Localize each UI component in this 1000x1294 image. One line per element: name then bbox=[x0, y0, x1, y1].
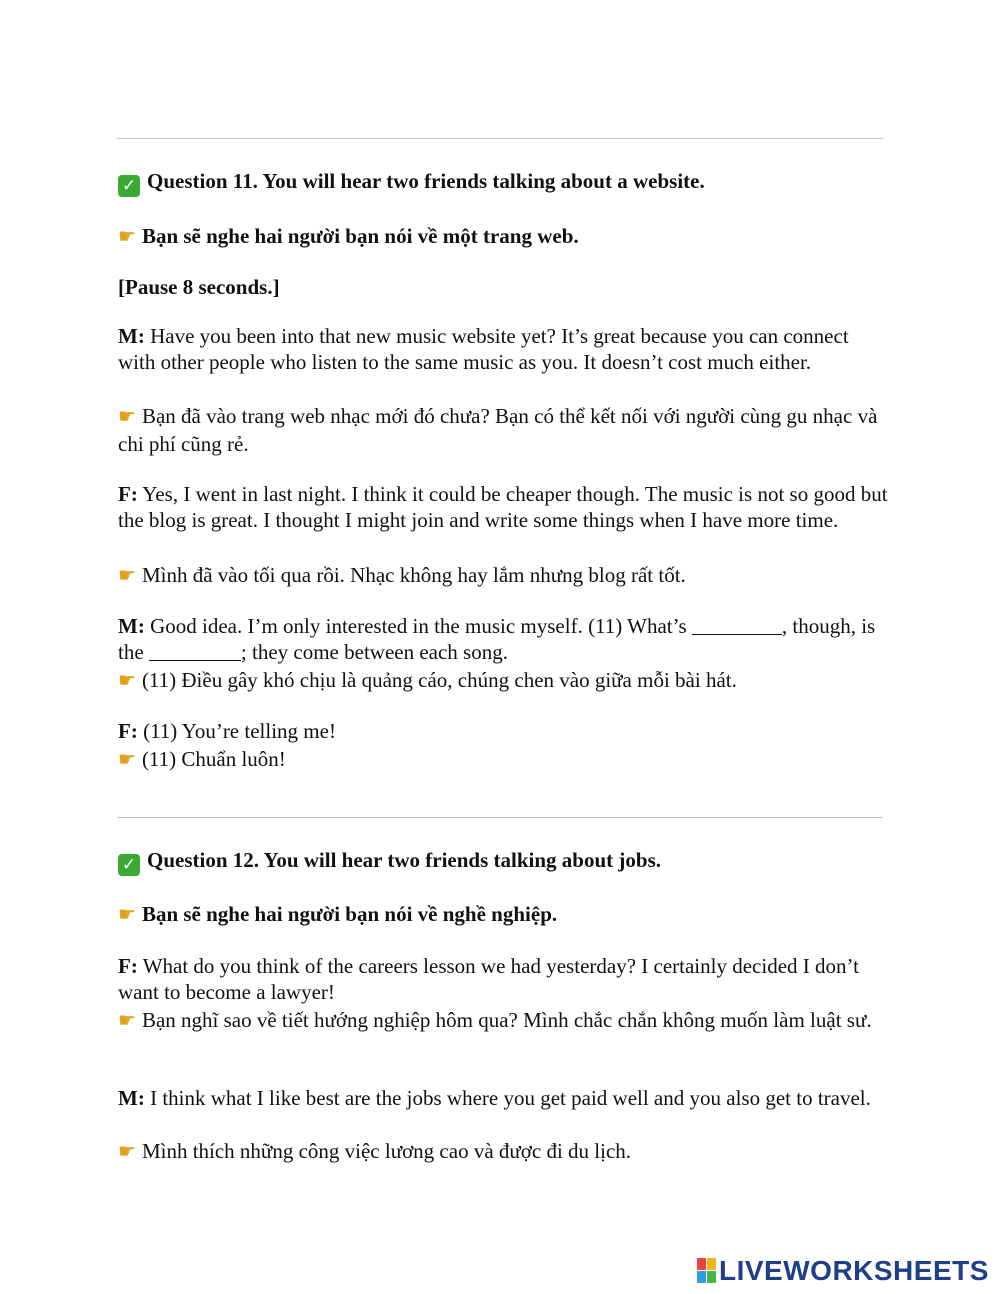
divider bbox=[117, 138, 883, 139]
dialogue-line bbox=[118, 1085, 888, 1111]
speaker-label: M: bbox=[118, 1086, 145, 1110]
pointing-hand-icon: ☛ bbox=[118, 563, 136, 587]
dialogue-line bbox=[118, 953, 888, 1005]
pointing-hand-icon: ☛ bbox=[118, 668, 136, 692]
dialogue-text: Have you been into that new music website yet? It’s great because you can connect with other people who listen to the same music as you. It doesn’t cost much either. bbox=[118, 324, 849, 374]
translation-line: ☛ (11) Chuẩn luôn! bbox=[118, 747, 286, 771]
dialogue-line bbox=[118, 323, 888, 375]
dialogue-line: M: Good idea. I’m only interested in the music myself. (11) What’s , though, is the ; they come between each song. bbox=[118, 614, 876, 664]
dialogue-text: What do you think of the careers lesson we had yesterday? I certainly decided I don’t want to become a lawyer! bbox=[118, 954, 859, 1004]
liveworksheets-logo-icon bbox=[697, 1258, 717, 1284]
speaker-label: F: bbox=[118, 719, 138, 743]
dialogue-line bbox=[118, 718, 888, 744]
question-11-subtitle: ☛ Bạn sẽ nghe hai người bạn nói về một trang web. bbox=[118, 224, 579, 248]
pointing-hand-icon: ☛ bbox=[118, 224, 136, 248]
speaker-label: M: bbox=[118, 324, 145, 348]
dialogue-text: I think what I like best are the jobs where you get paid well and you also get to travel. bbox=[144, 1086, 871, 1110]
translation-line: ☛ Bạn nghĩ sao về tiết hướng nghiệp hôm qua? Mình chắc chắn không muốn làm luật sư. bbox=[118, 1008, 872, 1032]
check-mark-icon: ✓ bbox=[118, 854, 140, 876]
pause-note: [Pause 8 seconds.] bbox=[118, 275, 280, 299]
pointing-hand-icon: ☛ bbox=[118, 902, 136, 926]
dialogue-text: (11) You’re telling me! bbox=[137, 719, 336, 743]
pointing-hand-icon: ☛ bbox=[118, 404, 136, 428]
question-12-subtitle: ☛ Bạn sẽ nghe hai người bạn nói về nghề nghiệp. bbox=[118, 902, 558, 926]
logo-text: LIVEWORKSHEETS bbox=[719, 1255, 989, 1286]
dialogue-line bbox=[118, 481, 888, 533]
speaker-label: F: bbox=[118, 954, 138, 978]
answer-blank-1[interactable] bbox=[692, 616, 782, 635]
question-12-title: ✓ Question 12. You will hear two friends talking about jobs. bbox=[118, 847, 888, 876]
translation-line: ☛ Mình đã vào tối qua rồi. Nhạc không hay lắm nhưng blog rất tốt. bbox=[118, 563, 686, 587]
dialogue-text: Yes, I went in last night. I think it could be cheaper though. The music is not so good but the blog is great. I thought I might join and write some things when I have more time. bbox=[118, 482, 888, 532]
question-11-title: ✓ Question 11. You will hear two friends talking about a website. bbox=[118, 168, 888, 197]
pointing-hand-icon: ☛ bbox=[118, 747, 136, 771]
liveworksheets-logo[interactable] bbox=[697, 1256, 989, 1286]
pointing-hand-icon: ☛ bbox=[118, 1008, 136, 1032]
pointing-hand-icon: ☛ bbox=[118, 1139, 136, 1163]
check-mark-icon: ✓ bbox=[118, 175, 140, 197]
speaker-label: M: bbox=[118, 614, 145, 638]
divider bbox=[117, 817, 883, 818]
translation-line: ☛ Bạn đã vào trang web nhạc mới đó chưa? Bạn có thể kết nối với người cùng gu nhạc và chi phí cũng rẻ. bbox=[118, 404, 878, 456]
answer-blank-2[interactable] bbox=[149, 642, 241, 661]
speaker-label: F: bbox=[118, 482, 138, 506]
translation-line: ☛ Mình thích những công việc lương cao và được đi du lịch. bbox=[118, 1139, 632, 1163]
translation-line: ☛ (11) Điều gây khó chịu là quảng cáo, chúng chen vào giữa mỗi bài hát. bbox=[118, 668, 737, 692]
